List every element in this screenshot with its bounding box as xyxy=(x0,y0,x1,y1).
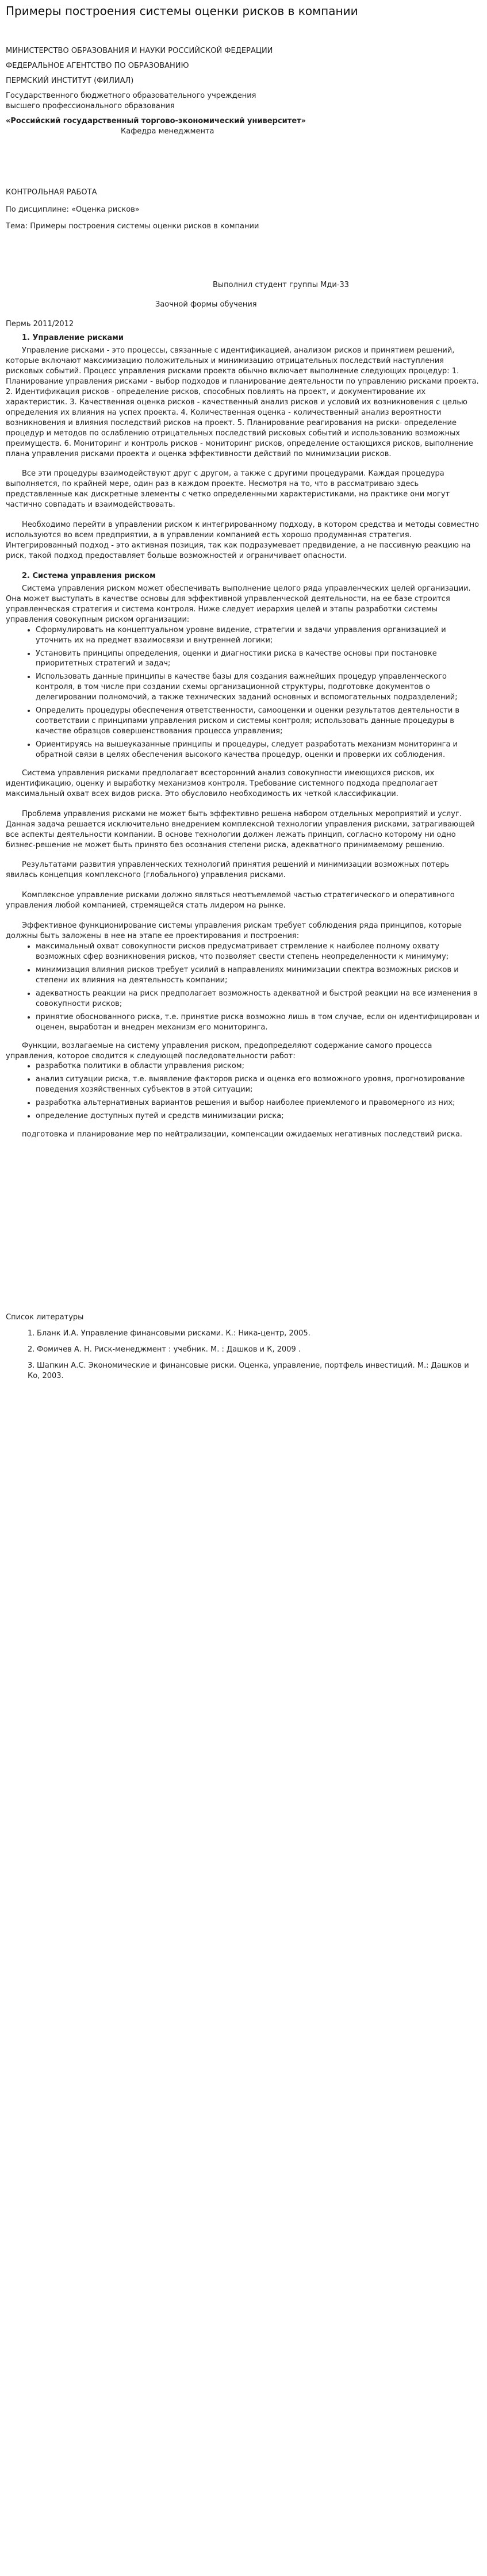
section-risk-system xyxy=(6,571,480,1140)
list-item: • Ориентируясь на вышеуказанные принципы и процедуры, следует разработать механизм мониторинга и обратной связи в целях обеспечения высокого качества процедур, оценки и проверки их соблюдения. xyxy=(36,740,480,760)
list-item: • Определить процедуры обеспечения ответственности, самооценки и оценки результатов деятельности в соответствии с принципами управления риском и системы контроля; использовать данные процедуры в качестве образцов совершенствования процесса управления; xyxy=(36,706,480,737)
bibliography-item xyxy=(28,1345,480,1355)
institution-line: Государственного бюджетного образовательного учреждения xyxy=(6,91,256,100)
paragraph: Проблема управления рисками не может быть эффективно решена набором отдельных мероприятий и услуг. Данная задача решается исключительно внедрением комплексной технологии управления рисками, затрагивающей все аспекты деятельности компании. В основе технологии должен лежать принцип, согласно которому ни одно бизнес-решение не может быть принято без осознания степени риска, адекватного принимаемому решению. xyxy=(6,809,475,849)
student-line: Выполнил студент группы Мди-33 xyxy=(213,281,349,290)
item-text: Бланк И.А. Управление финансовыми рисками. К.: Ника-центр, 2005. xyxy=(37,1329,310,1338)
works-list xyxy=(6,1061,480,1122)
paragraph: Комплексное управление рисками должно являться неотъемлемой частью стратегического и оперативного управления любой компанией, стремящейся стать лидером на рынке. xyxy=(6,891,455,910)
list-item: • минимизация влияния рисков требует усилий в направлениях минимизации спектра возможных рисков и степени их влияния на деятельность компании; xyxy=(36,965,480,986)
item-number: 3. xyxy=(28,1361,35,1370)
topic: Тема: Примеры построения системы оценки рисков в компании xyxy=(6,222,259,231)
list-item: • Сформулировать на концептуальном уровне видение, стратегии и задачи управления организацией и уточнить их на предмет взаимосвязи и внутренней логики; xyxy=(36,625,480,646)
ministry-line: МИНИСТЕРСТВО ОБРАЗОВАНИЯ И НАУКИ РОССИЙСКОЙ ФЕДЕРАЦИИ xyxy=(6,47,273,55)
section-risk-management xyxy=(6,333,480,561)
list-item: • определение доступных путей и средств минимизации риска; xyxy=(36,1111,480,1122)
bibliography-item xyxy=(28,1329,480,1339)
title-page xyxy=(6,46,480,330)
list-item: • принятие обоснованного риска, т.е. принятие риска возможно лишь в том случае, если он идентифицирован и оценен, выработан и внедрен механизм его мониторинга. xyxy=(36,1012,480,1033)
page-title: Примеры построения системы оценки рисков в компании xyxy=(6,4,358,18)
city-year: Пермь 2011/2012 xyxy=(6,320,74,329)
item-number: 2. xyxy=(28,1345,35,1354)
bibliography-title: Список литературы xyxy=(6,1313,84,1322)
discipline: По дисциплине: «Оценка рисков» xyxy=(6,205,140,214)
cover-header xyxy=(6,46,480,86)
paragraph: подготовка и планирование мер по нейтрализации, компенсации ожидаемых негативных последствий риска. xyxy=(22,1130,462,1139)
paragraph: Все эти процедуры взаимодействуют друг с другом, а также с другими процедурами. Каждая процедура выполняется, по крайней мере, один раз в каждом проекте. Несмотря на то, что в рассматриваю здесь представленные как дискретные элементы с четко определенными характеристиками, на практике они могут частично совпадать и взаимодействовать. xyxy=(6,469,450,510)
paragraph: Результатами развития управленческих технологий принятия решений и минимизации возможных потерь явилась концепция комплексного (глобального) управления рисками. xyxy=(6,860,450,880)
work-type: КОНТРОЛЬНАЯ РАБОТА xyxy=(6,187,97,197)
paragraph: Система управления риском может обеспечивать выполнение целого ряда управленческих целей организации. Она может выступать в качестве основы для эффективной управленческой деятельности, на ее базе строится управленческая стратегия и система контроля. Ниже следует иерархия целей и этапы разработки системы управления совокупным риском организации: xyxy=(6,584,471,624)
bibliography-list xyxy=(6,1329,480,1381)
bibliography-item xyxy=(28,1361,480,1381)
paragraph: Эффективное функционирование системы управления рискам требует соблюдения ряда принципов, которые должны быть заложены в нее на этапе ее проектирования и построения: xyxy=(6,921,462,941)
work-info xyxy=(6,187,480,232)
list-item: • разработка альтернативных вариантов решения и выбор наиболее приемлемого и правомерного из них; xyxy=(36,1098,480,1108)
list-item: • Использовать данные принципы в качестве базы для создания важнейших процедур управленческого контроля, в том числе при создании схемы организационной структуры, подготовке документов о делегировании полномочий, а также технических заданий основных и вспомогательных подразделений; xyxy=(36,672,480,703)
principles-list xyxy=(6,941,480,1033)
goals-list xyxy=(6,625,480,760)
list-item: • разработка политики в области управления риском; xyxy=(36,1061,480,1071)
agency-line: ФЕДЕРАЛЬНОЕ АГЕНТСТВО ПО ОБРАЗОВАНИЮ xyxy=(6,61,189,70)
item-text: Шапкин А.С. Экономические и финансовые риски. Оценка, управление, портфель инвестиций. М.: Дашков и Ко, 2003. xyxy=(28,1361,469,1380)
branch-line: ПЕРМСКИЙ ИНСТИТУТ (ФИЛИАЛ) xyxy=(6,76,134,85)
paragraph: Система управления рисками предполагает всесторонний анализ совокупности имеющихся рисков, их идентификацию, оценку и выработку механизмов контроля. Требование системного подхода предполагает максимальный охват всех видов риска. Это обусловило необходимость их четкой классификации. xyxy=(6,768,438,798)
chair-name: Кафедра менеджмента xyxy=(121,127,214,136)
list-item: • адекватность реакции на риск предполагает возможность адекватной и быстрой реакции на все изменения в совокупности рисков; xyxy=(36,989,480,1009)
list-item: • анализ ситуации риска, т.е. выявление факторов риска и оценка его возможного уровня, прогнозирование поведения хозяйственных субъектов в этой ситуации; xyxy=(36,1074,480,1095)
university-name: «Российский государственный торгово-экономический университет» xyxy=(6,116,306,125)
study-form: Заочной формы обучения xyxy=(155,300,257,309)
institution-block xyxy=(6,91,480,127)
item-text: Фомичев А. Н. Риск-менеджмент : учебник. М. : Дашков и К, 2009 . xyxy=(37,1345,301,1354)
student-info xyxy=(6,280,480,310)
bibliography xyxy=(6,1312,480,1381)
list-item: • Установить принципы определения, оценки и диагностики риска в качестве основы при постановке приоритетных стратегий и задач; xyxy=(36,649,480,669)
paragraph: Управление рисками - это процессы, связанные с идентификацией, анализом рисков и принятием решений, которые включают максимизацию положительных и минимизацию отрицательных последствий наступления рисковых событий. Процесс управления рисками проекта обычно включает выполнение следующих процедур: 1. Планирование управления рисками - выбор подходов и планирование деятельности по управлению рисками проекта. 2. Идентификация рисков - определение рисков, способных повлиять на проект, и документирование их характеристик. 3. Качественная оценка рисков - качественный анализ рисков и условий их возникновения с целью определения их влияния на успех проекта. 4. Количественная оценка - количественный анализ вероятности возникновения и влияния последствий рисков на проект. 5. Планирование реагирования на риски- определение процедур и методов по ослаблению отрицательных последствий рисковых событий и использованию возможных преимуществ. 6. Мониторинг и контроль рисков - мониторинг рисков, определение остающихся рисков, выполнение плана управления рисками проекта и оценка эффективности действий по минимизации рисков. xyxy=(6,346,479,458)
institution-line: высшего профессионального образования xyxy=(6,101,175,110)
paragraph: Функции, возлагаемые на систему управления риском, предопределяют содержание самого процесса управления, которое сводится к следующей последовательности работ: xyxy=(6,1041,432,1061)
item-number: 1. xyxy=(28,1329,35,1338)
paragraph: Необходимо перейти в управлении риском к интегрированному подходу, в котором средства и методы совместно используются во всем предприятии, а в управлении компанией есть хорошо продуманная стратегия. Интегрированный подход - это активная позиция, так как подразумевает предвидение, а не пассивную реакцию на риск, такой подход предоставляет больше возможностей и ограничивает опасности. xyxy=(6,520,480,560)
section-heading: 1. Управление рисками xyxy=(22,334,124,343)
list-item: • максимальный охват совокупности рисков предусматривает стремление к наиболее полному охвату возможных сфер возникновения рисков, что позволяет свести степень неопределенности к минимуму; xyxy=(36,941,480,962)
section-heading: 2. Система управления риском xyxy=(22,571,156,580)
